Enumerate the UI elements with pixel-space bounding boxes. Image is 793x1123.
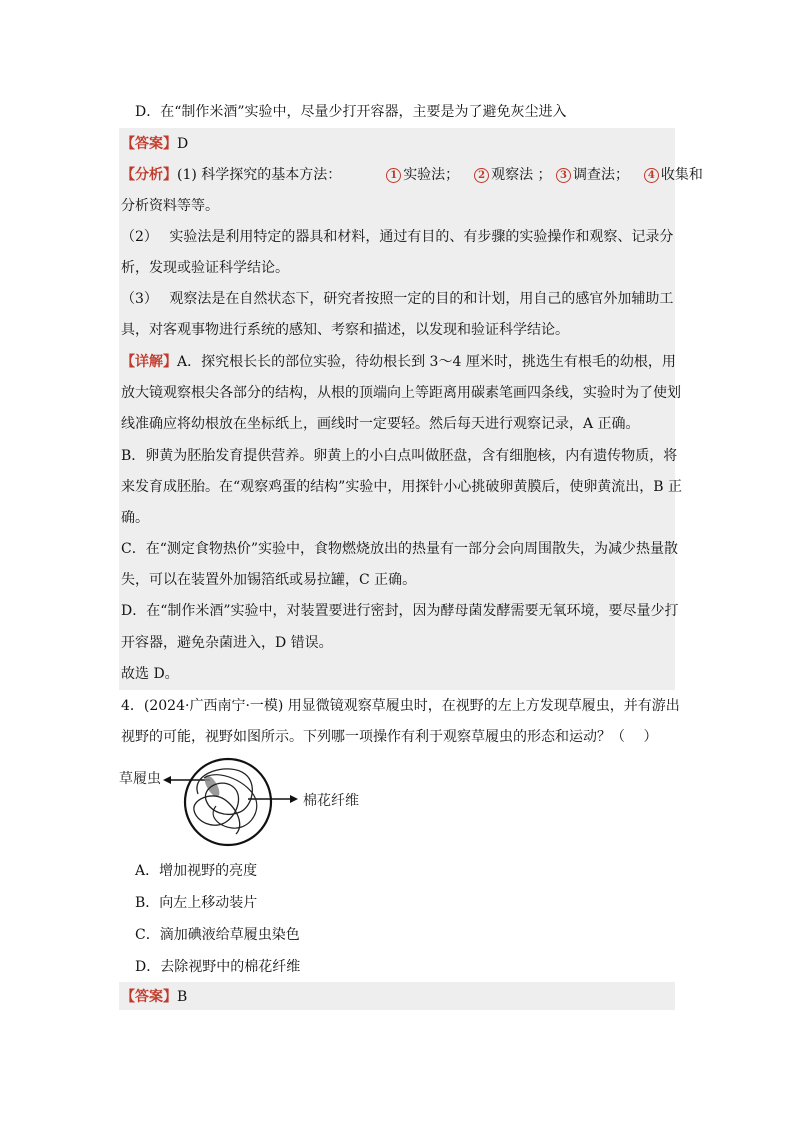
analysis-p3-line-1: （3） 观察法是在自然状态下，研究者按照一定的目的和计划，用自己的感官外加辅助工	[121, 291, 674, 307]
analysis-tag: 【分析】	[121, 167, 177, 183]
detail-a-line-1	[121, 352, 676, 372]
detail-a-text: A．探究根长长的部位实验，待幼根长到 3～4 厘米时，挑选生有根毛的幼根，用	[177, 354, 676, 370]
option-b: B．向左上移动装片	[135, 895, 258, 911]
detail-d-line-2: 开容器，避免杂菌进入，D 错误。	[121, 635, 333, 651]
answer-value-q4: B	[177, 989, 188, 1005]
analysis-p2-line-1: （2） 实验法是利用特定的器具和材料，通过有目的、有步骤的实验操作和观察、记录分	[121, 229, 674, 245]
detail-b-line-3: 确。	[121, 510, 149, 526]
answer-tag-q4: 【答案】	[121, 989, 177, 1005]
detail-tag: 【详解】	[121, 354, 177, 370]
detail-c-line-2: 失，可以在装置外加锡箔纸或易拉罐，C 正确。	[121, 572, 417, 588]
paramecium-arrow-head	[163, 776, 171, 784]
cotton-arrow-head	[290, 795, 298, 803]
label-cotton-fiber: 棉花纤维	[303, 793, 359, 809]
microscope-field-figure	[160, 752, 300, 852]
analysis-line-2: 分析资料等等。	[121, 198, 219, 214]
option-a: A．增加视野的亮度	[135, 863, 258, 879]
detail-c-line-1: C．在“测定食物热价”实验中，食物燃烧放出的热量有一部分会向周围散失，为减少热量散	[121, 541, 679, 557]
answer-line-q4	[121, 987, 187, 1007]
answer-tag: 【答案】	[121, 136, 177, 152]
label-paramecium: 草履虫	[119, 771, 161, 787]
option-d: D．去除视野中的棉花纤维	[135, 959, 301, 975]
detail-d-line-1: D．在“制作米酒”实验中，对装置要进行密封，因为酵母菌发酵需要无氧环境，要尽量少打	[121, 603, 679, 619]
answer-panel-q4	[119, 982, 675, 1010]
answer-line	[121, 134, 188, 154]
question-4-line-2: 视野的可能，视野如图所示。下列哪一项操作有利于观察草履虫的形态和运动？（ ）	[121, 729, 658, 745]
analysis-intro: (1) 科学探究的基本方法：	[177, 167, 342, 183]
analysis-p3-line-2: 具，对客观事物进行系统的感知、考察和描述，以发现和验证科学结论。	[121, 322, 569, 338]
conclusion: 故选 D。	[121, 666, 179, 682]
cotton-fiber-strand-1	[194, 769, 252, 834]
previous-option-d: D．在“制作米酒”实验中，尽量少打开容器，主要是为了避免灰尘进入	[135, 104, 567, 120]
method-3: 调查法；	[573, 167, 629, 183]
method-2: 观察法 ；	[491, 167, 552, 183]
detail-b-line-2: 来发育成胚胎。在“观察鸡蛋的结构”实验中，用探针小心挑破卵黄膜后，使卵黄流出，B 正	[121, 479, 683, 495]
detail-b-line-1: B．卵黄为胚胎发育提供营养。卵黄上的小白点叫做胚盘，含有细胞核，内有遗传物质，将	[121, 448, 678, 464]
analysis-p2-line-2: 析，发现或验证科学结论。	[121, 260, 289, 276]
number-circle-2: 2	[474, 168, 489, 183]
question-4-line-1: 4．(2024·广西南宁·一模) 用显微镜观察草履虫时，在视野的左上方发现草履虫，并有游出	[121, 698, 680, 714]
option-c: C．滴加碘液给草履虫染色	[135, 927, 300, 943]
analysis-line-1	[121, 165, 703, 185]
method-4: 收集和	[660, 167, 703, 183]
number-circle-4: 4	[644, 168, 659, 183]
detail-a-line-2: 放大镜观察根尖各部分的结构，从根的顶端向上等距离用碳素笔画四条线，实验时为了使划	[121, 385, 681, 401]
answer-value: D	[177, 136, 189, 152]
number-circle-1: 1	[386, 168, 401, 183]
method-1: 实验法；	[403, 167, 460, 183]
number-circle-3: 3	[556, 168, 571, 183]
detail-a-line-3: 线准确应将幼根放在坐标纸上，画线时一定要轻。然后每天进行观察记录，A 正确。	[121, 416, 640, 432]
